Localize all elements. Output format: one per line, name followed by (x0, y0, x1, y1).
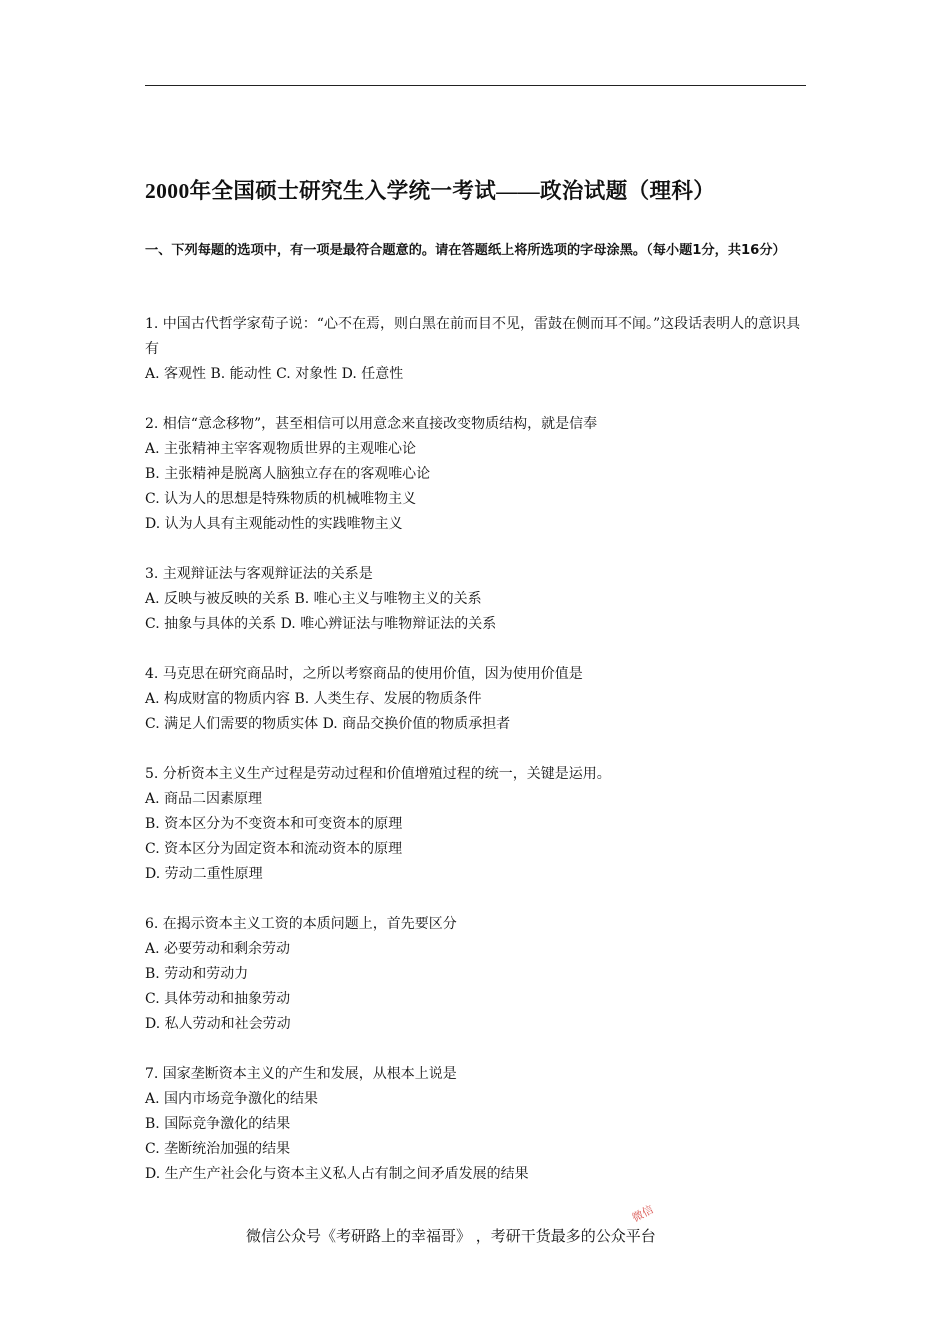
stamp-text: 微信 (630, 1202, 656, 1225)
question-stem: 2. 相信“意念移物”，甚至相信可以用意念来直接改变物质结构，就是信奉 (145, 416, 598, 432)
question-stem: 3. 主观辩证法与客观辩证法的关系是 (145, 566, 373, 582)
option-d: D. 私人劳动和社会劳动 (145, 1016, 291, 1032)
question-3 (145, 562, 810, 637)
option-a: A. 商品二因素原理 (145, 791, 263, 807)
option-d: D. 生产生产社会化与资本主义私人占有制之间矛盾发展的结果 (145, 1166, 529, 1182)
question-stem: 6. 在揭示资本主义工资的本质问题上，首先要区分 (145, 916, 457, 932)
option-b: B. 劳动和劳动力 (145, 966, 249, 982)
options-cd: C. 满足人们需要的物质实体 D. 商品交换价值的物质承担者 (145, 716, 511, 732)
option-b: B. 国际竞争激化的结果 (145, 1116, 291, 1132)
options-ab: A. 构成财富的物质内容 B. 人类生存、发展的物质条件 (145, 691, 482, 707)
option-b: B. 主张精神是脱离人脑独立存在的客观唯心论 (145, 466, 431, 482)
page-title: 2000年全国硕士研究生入学统一考试——政治试题（理科） (145, 179, 716, 203)
option-c: C. 垄断统治加强的结果 (145, 1141, 291, 1157)
option-a: A. 国内市场竞争激化的结果 (145, 1091, 319, 1107)
option-d: D. 劳动二重性原理 (145, 866, 263, 882)
option-a: A. 必要劳动和剩余劳动 (145, 941, 291, 957)
option-c: C. 具体劳动和抽象劳动 (145, 991, 291, 1007)
question-4 (145, 662, 810, 737)
question-2 (145, 412, 810, 537)
option-c: C. 认为人的思想是特殊物质的机械唯物主义 (145, 491, 417, 507)
footer-note: 微信公众号《考研路上的幸福哥》 ，考研干货最多的公众平台 (246, 1227, 656, 1245)
question-stem: 4. 马克思在研究商品时，之所以考察商品的使用价值，因为使用价值是 (145, 666, 583, 682)
header-rule (145, 85, 806, 86)
option-d: D. 认为人具有主观能动性的实践唯物主义 (145, 516, 403, 532)
option-c: C. 资本区分为固定资本和流动资本的原理 (145, 841, 403, 857)
question-7 (145, 1062, 810, 1187)
question-stem: 5. 分析资本主义生产过程是劳动过程和价值增殖过程的统一，关键是运用。 (145, 766, 611, 782)
option-a: A. 主张精神主宰客观物质世界的主观唯心论 (145, 441, 417, 457)
question-stem: 7. 国家垄断资本主义的产生和发展，从根本上说是 (145, 1066, 457, 1082)
question-5 (145, 762, 810, 887)
question-1 (145, 312, 810, 387)
options-ab: A. 反映与被反映的关系 B. 唯心主义与唯物主义的关系 (145, 591, 482, 607)
question-6 (145, 912, 810, 1037)
option-b: B. 资本区分为不变资本和可变资本的原理 (145, 816, 403, 832)
options-cd: C. 抽象与具体的关系 D. 唯心辨证法与唯物辩证法的关系 (145, 616, 497, 632)
question-list (145, 312, 810, 1212)
question-stem: 1. 中国古代哲学家荀子说：“心不在焉，则白黑在前而目不见，雷鼓在侧而耳不闻。”这段话表明人的意识具有 (145, 316, 801, 357)
section-instructions: 一、下列每题的选项中，有一项是最符合题意的。请在答题纸上将所选项的字母涂黑。（每小题1分，共16分） (145, 243, 786, 258)
question-options: A. 客观性 B. 能动性 C. 对象性 D. 任意性 (145, 366, 404, 382)
